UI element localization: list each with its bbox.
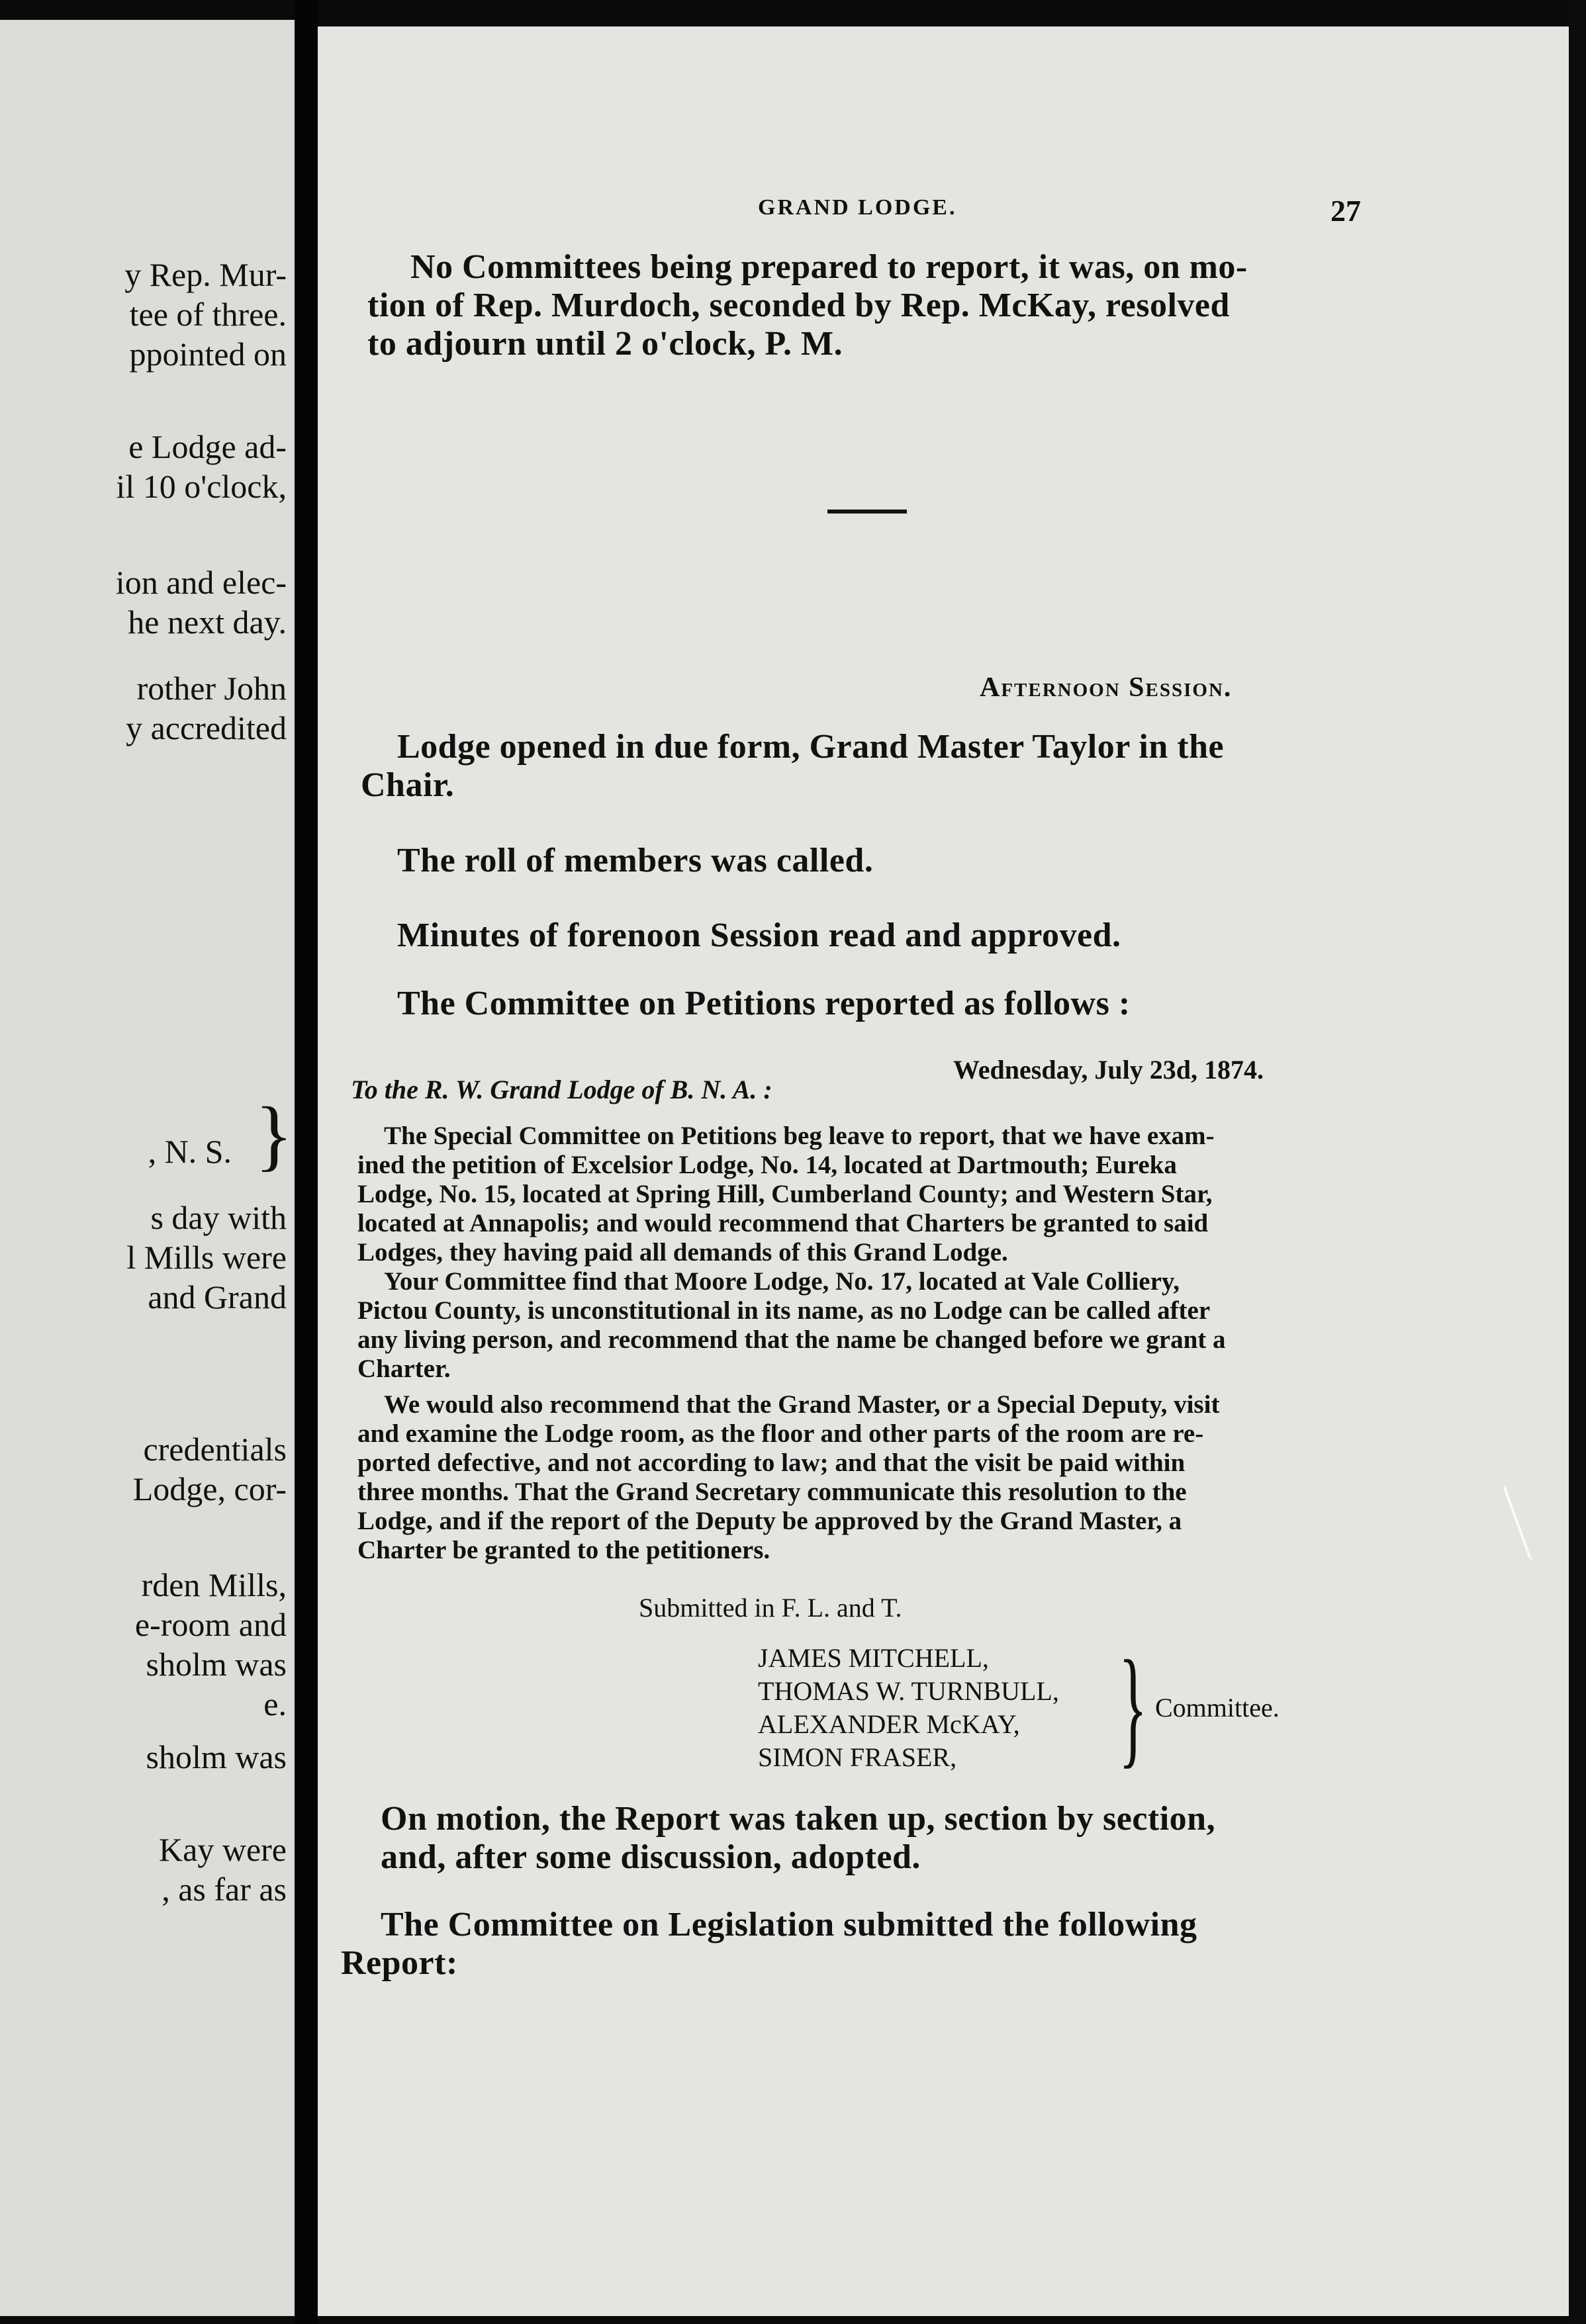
page-gutter — [295, 0, 318, 2324]
left-line: il 10 o'clock, — [116, 468, 287, 505]
left-line: l Mills were — [126, 1239, 287, 1276]
left-line: sholm was — [146, 1646, 287, 1683]
opening-line: No Committees being prepared to report, it was, on mo- — [410, 248, 1248, 286]
report-date: Wednesday, July 23d, 1874. — [953, 1055, 1264, 1085]
left-line: Kay were — [159, 1831, 287, 1868]
opening-line: to adjourn until 2 o'clock, P. M. — [367, 325, 843, 363]
closing-line: and, after some discussion, adopted. — [381, 1838, 921, 1876]
report-line: Lodge, and if the report of the Deputy be approved by the Grand Master, a — [357, 1507, 1182, 1535]
report-line: The Special Committee on Petitions beg leave to report, that we have exam- — [384, 1122, 1215, 1150]
left-line: tee of three. — [129, 296, 287, 333]
main-page — [318, 26, 1569, 2316]
report-line: any living person, and recommend that the name be changed before we grant a — [357, 1325, 1226, 1354]
submitted-line: Submitted in F. L. and T. — [639, 1593, 902, 1623]
session-heading: Afternoon Session. — [980, 672, 1233, 703]
left-line: y accredited — [126, 709, 287, 746]
left-line: ion and elec- — [115, 564, 287, 601]
report-salutation: To the R. W. Grand Lodge of B. N. A. : — [351, 1075, 772, 1104]
opening-line: tion of Rep. Murdoch, seconded by Rep. McKay, resolved — [367, 287, 1230, 324]
left-line: Lodge, cor- — [132, 1470, 287, 1507]
report-line: ined the petition of Excelsior Lodge, No. 14, located at Dartmouth; Eureka — [357, 1151, 1177, 1179]
report-line: ported defective, and not according to law; and that the visit be paid within — [357, 1449, 1186, 1477]
closing-line: The Committee on Legislation submitted the following — [381, 1906, 1197, 1944]
right-edge — [1569, 0, 1586, 2324]
left-line: credentials — [143, 1431, 287, 1468]
left-line: e Lodge ad- — [128, 428, 287, 465]
left-line: e-room and — [134, 1606, 287, 1643]
left-line: rden Mills, — [141, 1566, 287, 1603]
report-line: located at Annapolis; and would recommend that Charters be granted to said — [357, 1209, 1209, 1237]
report-line: We would also recommend that the Grand Master, or a Special Deputy, visit — [384, 1390, 1220, 1419]
left-line: ppointed on — [129, 335, 287, 373]
section-rule — [827, 510, 907, 514]
left-facing-page — [0, 20, 295, 2316]
report-line: Lodge, No. 15, located at Spring Hill, Cumberland County; and Western Star, — [357, 1180, 1213, 1208]
report-line: and examine the Lodge room, as the floor and other parts of the room are re- — [357, 1419, 1204, 1448]
left-line: , as far as — [162, 1871, 287, 1908]
committee-member: ALEXANDER McKAY, — [758, 1709, 1020, 1739]
left-brace: } — [255, 1091, 293, 1179]
report-line: Lodges, they having paid all demands of this Grand Lodge. — [357, 1238, 1008, 1267]
page-number: 27 — [1330, 194, 1361, 228]
left-line: rother John — [136, 670, 287, 707]
committee-member: THOMAS W. TURNBULL, — [758, 1676, 1059, 1706]
report-line: Charter. — [357, 1355, 451, 1383]
closing-line: On motion, the Report was taken up, section by section, — [381, 1800, 1216, 1838]
committee-label: Committee. — [1155, 1693, 1280, 1722]
left-line: he next day. — [128, 603, 287, 641]
running-title: GRAND LODGE. — [758, 195, 957, 220]
report-line: three months. That the Grand Secretary communicate this resolution to the — [357, 1478, 1187, 1506]
report-line: Charter be granted to the petitioners. — [357, 1536, 770, 1564]
session-line: Minutes of forenoon Session read and approved. — [397, 916, 1121, 954]
session-line: The Committee on Petitions reported as follows : — [397, 985, 1131, 1022]
left-line: e. — [263, 1685, 287, 1722]
session-line: The roll of members was called. — [397, 842, 874, 879]
report-line: Pictou County, is unconstitutional in its name, as no Lodge can be called after — [357, 1296, 1211, 1325]
report-line: Your Committee find that Moore Lodge, No. 17, located at Vale Colliery, — [384, 1267, 1180, 1296]
left-line: , N. S. — [148, 1133, 232, 1170]
left-line: and Grand — [148, 1278, 287, 1316]
committee-brace: } — [1119, 1634, 1148, 1780]
committee-member: JAMES MITCHELL, — [758, 1643, 989, 1673]
closing-line: Report: — [341, 1944, 458, 1982]
session-line: Lodge opened in due form, Grand Master Taylor in the — [397, 728, 1225, 766]
left-line: s day with — [150, 1199, 287, 1236]
left-line: y Rep. Mur- — [124, 256, 287, 293]
session-line: Chair. — [361, 766, 455, 804]
left-line: sholm was — [146, 1738, 287, 1775]
committee-member: SIMON FRASER, — [758, 1742, 957, 1772]
